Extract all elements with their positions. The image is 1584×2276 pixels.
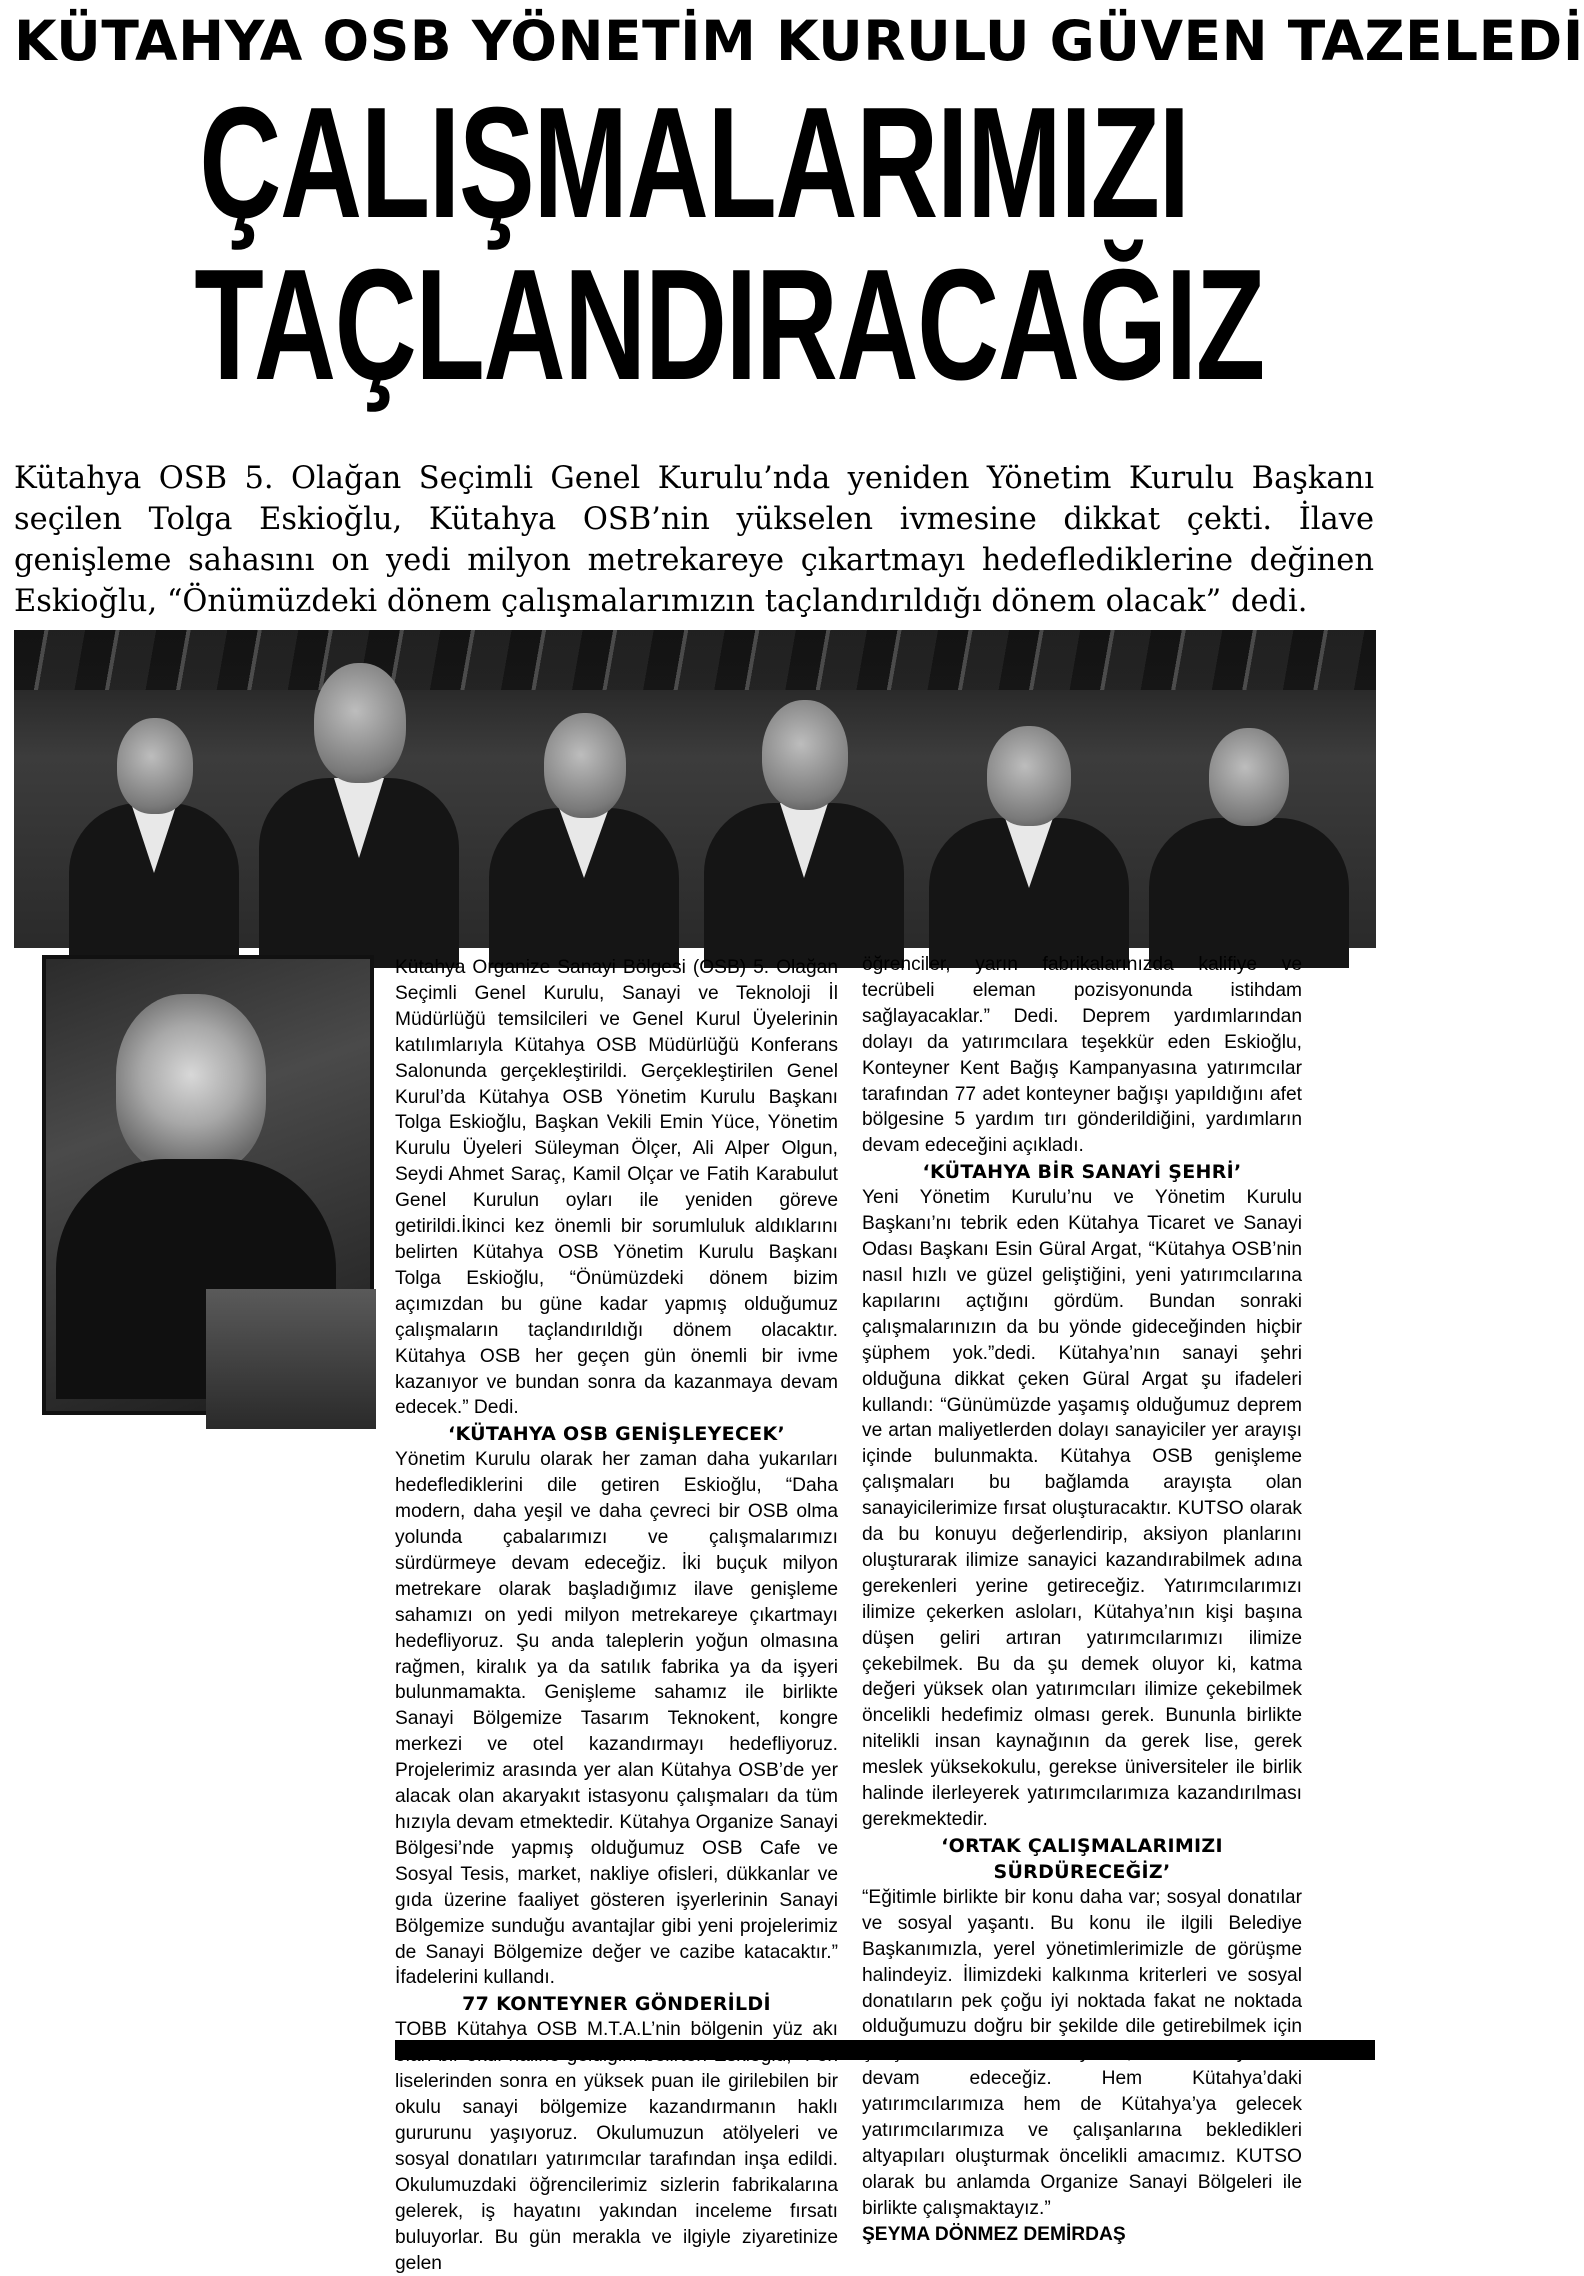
group-photo: [14, 630, 1376, 948]
article-column-1: [395, 955, 838, 2276]
column-1-paragraph-2: Yönetim Kurulu olarak her zaman daha yukarıları hedeflediklerini dile getiren Eskioğlu, “Daha modern, daha yeşil ve daha çevreci bir OSB olma yolunda çabalarımızı ve çalışmalarımızı sürdürmeye devam edeceğiz. İki buçuk milyon metrekare olarak başladığımız ilave genişleme sahamızı on yedi milyon metrekareye çıkartmayı hedefliyoruz. Şu anda taleplerin yoğun olmasına rağmen, kiralık ya da satılık fabrika ya da işyeri bulunmamakta. Genişleme sahamız ile birlikte Sanayi Bölgemize Tasarım Teknokent, kongre merkezi ve otel kazandırmayı hedefliyoruz. Projelerimiz arasında yer alan Kütahya OSB’de yer alacak olan akaryakıt istasyonu çalışmaları da tüm hızıyla devam etmektedir. Kütahya Organize Sanayi Bölgesi’nde yapmış olduğumuz OSB Cafe ve Sosyal Tesis, market, nakliye ofisleri, dükkanlar ve gıda üzerine faaliyet gösteren işyerlerinin Sanayi Bölgemize sunduğu avantajlar gibi yeni projelerimiz de Sanayi Bölgemize değer ve cazibe katacaktır.” İfadelerini kullandı.: [395, 1449, 838, 1989]
photo-person: [1149, 718, 1349, 958]
subheading-ortak-calismalar-line-1: ‘ORTAK ÇALIŞMALARIMIZI: [941, 1834, 1223, 1857]
speaker-head: [116, 994, 266, 1174]
photo-person: [704, 688, 904, 958]
subheading-sanayi-sehri: ‘KÜTAHYA BİR SANAYİ ŞEHRİ’: [922, 1161, 1242, 1184]
lead-paragraph: Kütahya OSB 5. Olağan Seçimli Genel Kurulu’nda yeniden Yönetim Kurulu Başkanı seçilen Tolga Eskioğlu, Kütahya OSB’nin yükselen ivmesine dikkat çekti. İlave genişleme sahasını on yedi milyon metrekareye çıkartmayı hedeflediklerine değinen Eskioğlu, “Önümüzdeki dönem çalışmalarımızın taçlandırıldığı dönem olacak” dedi.: [14, 461, 1374, 619]
lectern: [206, 1289, 376, 1429]
column-2-paragraph-2: Yeni Yönetim Kurulu’nu ve Yönetim Kurulu Başkanı’nı tebrik eden Kütahya Ticaret ve Sanayi Odası Başkanı Esin Güral Argat, “Kütahya OSB’nin nasıl hızlı ve güzel geliştiğini, yeni yatırımcılarına kapılarını açtığını gördüm. Bundan sonraki çalışmalarınızın da bu yönde gideceğinden hiçbir şüphem yok.”dedi. Kütahya’nın sanayi şehri olduğuna dikkat çeken Güral Argat şu ifadeleri kullandı: “Günümüzde yaşamış olduğumuz deprem ve artan maliyetlerden dolayı sanayiciler yer arayışı içinde bulunmakta. Kütahya OSB genişleme çalışmaları bu bağlamda arayışta olan sanayicilerimize fırsat oluşturacaktır. KUTSO olarak da bu konuyu değerlendirip, aksiyon planlarını oluşturarak ilimize sanayici kazandırabilmek adına gerekenleri yerine getireceğiz. Yatırımcılarımızı ilimize çekerken asloları, Kütahya’nın kişi başına düşen geliri artıran yatırımcılarımızı ilimize çekebilmek. Bu da şu demek oluyor ki, katma değeri yüksek olan yatırımcıları ilimize çekebilmek öncelikli hedefimiz olması gerek. Bununla birlikte nitelikli insan kaynağının da gerek lise, gerek meslek yüksekokulu, gerekse üniversiteler ile birlik halinde ilerleyerek yatırımcılarımıza kazandırılması gerekmektedir.: [862, 1187, 1302, 1830]
author-byline: ŞEYMA DÖNMEZ DEMİRDAŞ: [862, 2223, 1126, 2245]
photo-person: [489, 698, 679, 958]
subheading-osb-genisleyecek: ‘KÜTAHYA OSB GENİŞLEYECEK’: [447, 1423, 786, 1446]
subheading-ortak-calismalar-line-2: SÜRDÜRECEĞİZ’: [993, 1860, 1171, 1883]
column-1-paragraph-1: Kütahya Organize Sanayi Bölgesi (OSB) 5. Olağan Seçimli Genel Kurulu, Sanayi ve Teknoloji İl Müdürlüğü temsilcileri ve Genel Kurul Üyelerinin katılımlarıyla Kütahya OSB Müdürlüğü Konferans Salonunda gerçekleştirildi. Gerçekleştirilen Genel Kurul’da Kütahya OSB Yönetim Kurulu Başkanı Tolga Eskioğlu, Başkan Vekili Emin Yüce, Yönetim Kurulu Üyeleri Süleyman Ölçer, Ali Alper Olgun, Seydi Ahmet Saraç, Kamil Olçar ve Fatih Karabulut Genel Kurulun oyları ile yeniden göreve getirildi.İkinci kez önemli bir sorumluluk aldıklarını belirten Kütahya OSB Yönetim Kurulu Başkanı Tolga Eskioğlu, “Önümüzdeki dönem bizim açımızdan bu güne kadar yapmış olduğumuz çalışmaların taçlandırıldığı dönem olacaktır. Kütahya OSB her geçen gün önemli bir ivme kazanıyor ve bundan sonra da kazanmaya devam edecek.” Dedi.: [395, 957, 838, 1419]
column-2-paragraph-1: öğrenciler, yarın fabrikalarınızda kalifiye ve tecrübeli eleman pozisyonunda istihdam sağlayacaklar.” Dedi. Deprem yardımlarından dolayı da yatırımcılara teşekkür eden Eskioğlu, Konteyner Kent Bağış Kampanyasına yatırımcılar tarafından 77 adet konteyner bağışı yapıldığını afet bölgesine 5 yardım tırı gönderildiğini, yardımların devam edeceğini açıkladı.: [862, 954, 1302, 1157]
bottom-rule: [395, 2040, 1375, 2060]
photo-person: [69, 708, 239, 958]
column-2-paragraph-3: “Eğitimle birlikte bir konu daha var; sosyal donatılar ve sosyal yaşantı. Bu konu ile ilgili Belediye Başkanımızla, yerel yönetimlerimizle de görüşme halindeyiz. İlimizdeki kalkınma kriterleri ve sosyal donatıların pek çoğu iyi noktada fakat ne noktada olduğumuzu doğru bir şekilde dile getirebilmek için devam edeceğiz. Hem Kütahya’daki yatırımcılarımıza hem de Kütahya’ya gelecek yatırımcılarımıza ve çalışanlarına bekledikleri altyapıları oluşturmak öncelikli amacımız. KUTSO olarak bu anlamda Organize Sanayi Bölgeleri ile birlikte çalışmaktayız.”: [862, 1886, 1302, 2219]
photo-person: [259, 658, 459, 958]
speaker-photo: [42, 955, 374, 1415]
main-headline-line-1: ÇALIŞMALARIMIZI: [199, 75, 1189, 251]
photo-person: [929, 708, 1129, 958]
main-headline-line-2: TAÇLANDIRACAĞIZ: [194, 237, 1264, 413]
subheading-77-konteyner: 77 KONTEYNER GÖNDERİLDİ: [462, 1993, 771, 2016]
kicker-headline: KÜTAHYA OSB YÖNETİM KURULU GÜVEN TAZELEDİ: [14, 9, 1584, 73]
photo-ceiling: [14, 630, 1376, 690]
column-1-paragraph-3: TOBB Kütahya OSB M.T.A.L’nin bölgenin yüz akı liselerinden sonra en yüksek puan ile girilebilen bir okulu sanayi bölgemize kazandırmanın haklı gururunu yaşıyoruz. Okulumuzun atölyeleri ve sosyal donatıları yatırımcılar tarafından inşa edildi. Okulumuzdaki öğrencilerimiz sizlerin fabrikalarına gelerek, iş hayatını yakından inceleme fırsatı buluyorlar. Bu gün merakla ve ilgiyle ziyaretinize gelen: [395, 2019, 838, 2274]
